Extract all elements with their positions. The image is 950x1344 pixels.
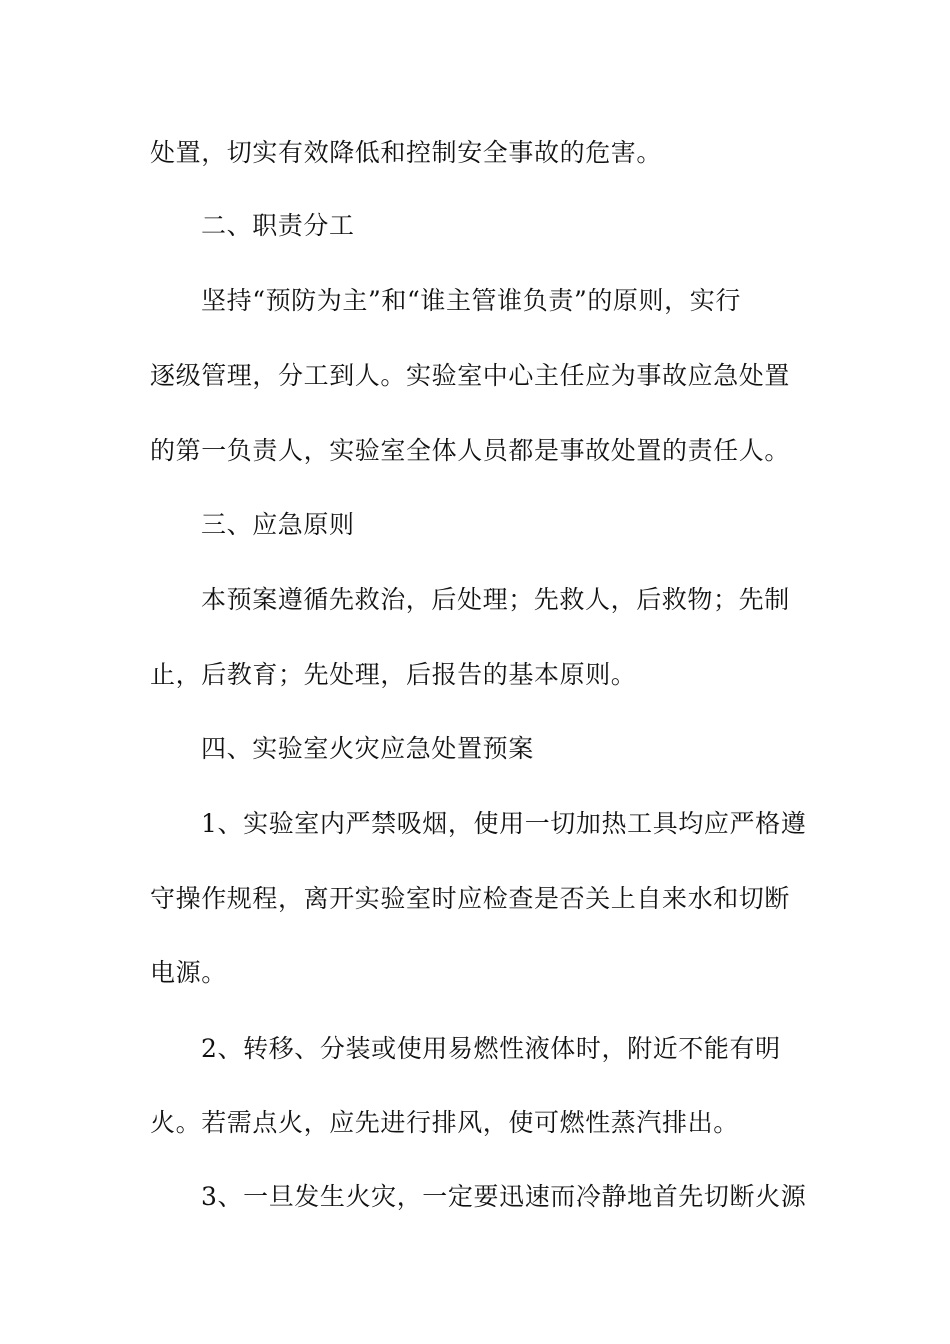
paragraph-line: 火。若需点火，应先进行排风，使可燃性蒸汽排出。 — [150, 1108, 739, 1137]
paragraph-line: 逐级管理，分工到人。实验室中心主任应为事故应急处置 — [150, 361, 791, 390]
section-heading-fire-plan: 四、实验室火灾应急处置预案 — [201, 734, 534, 763]
paragraph-line: 电源。 — [150, 958, 227, 987]
paragraph-line: 2、转移、分装或使用易燃性液体时，附近不能有明 — [201, 1034, 781, 1063]
paragraph-line: 1、实验室内严禁吸烟，使用一切加热工具均应严格遵 — [201, 809, 807, 838]
paragraph-line: 坚持“预防为主”和“谁主管谁负责”的原则，实行 — [201, 286, 741, 315]
section-heading-principles: 三、应急原则 — [201, 510, 355, 539]
paragraph-line: 守操作规程，离开实验室时应检查是否关上自来水和切断 — [150, 884, 791, 913]
paragraph-line: 本预案遵循先救治，后处理；先救人，后救物；先制 — [201, 585, 790, 614]
paragraph-line: 的第一负责人，实验室全体人员都是事故处置的责任人。 — [150, 436, 791, 465]
paragraph-line: 处置，切实有效降低和控制安全事故的危害。 — [150, 138, 663, 167]
paragraph-line: 止，后教育；先处理，后报告的基本原则。 — [150, 660, 637, 689]
paragraph-line: 3、一旦发生火灾，一定要迅速而冷静地首先切断火源 — [201, 1182, 807, 1211]
section-heading-duties: 二、职责分工 — [201, 211, 355, 240]
